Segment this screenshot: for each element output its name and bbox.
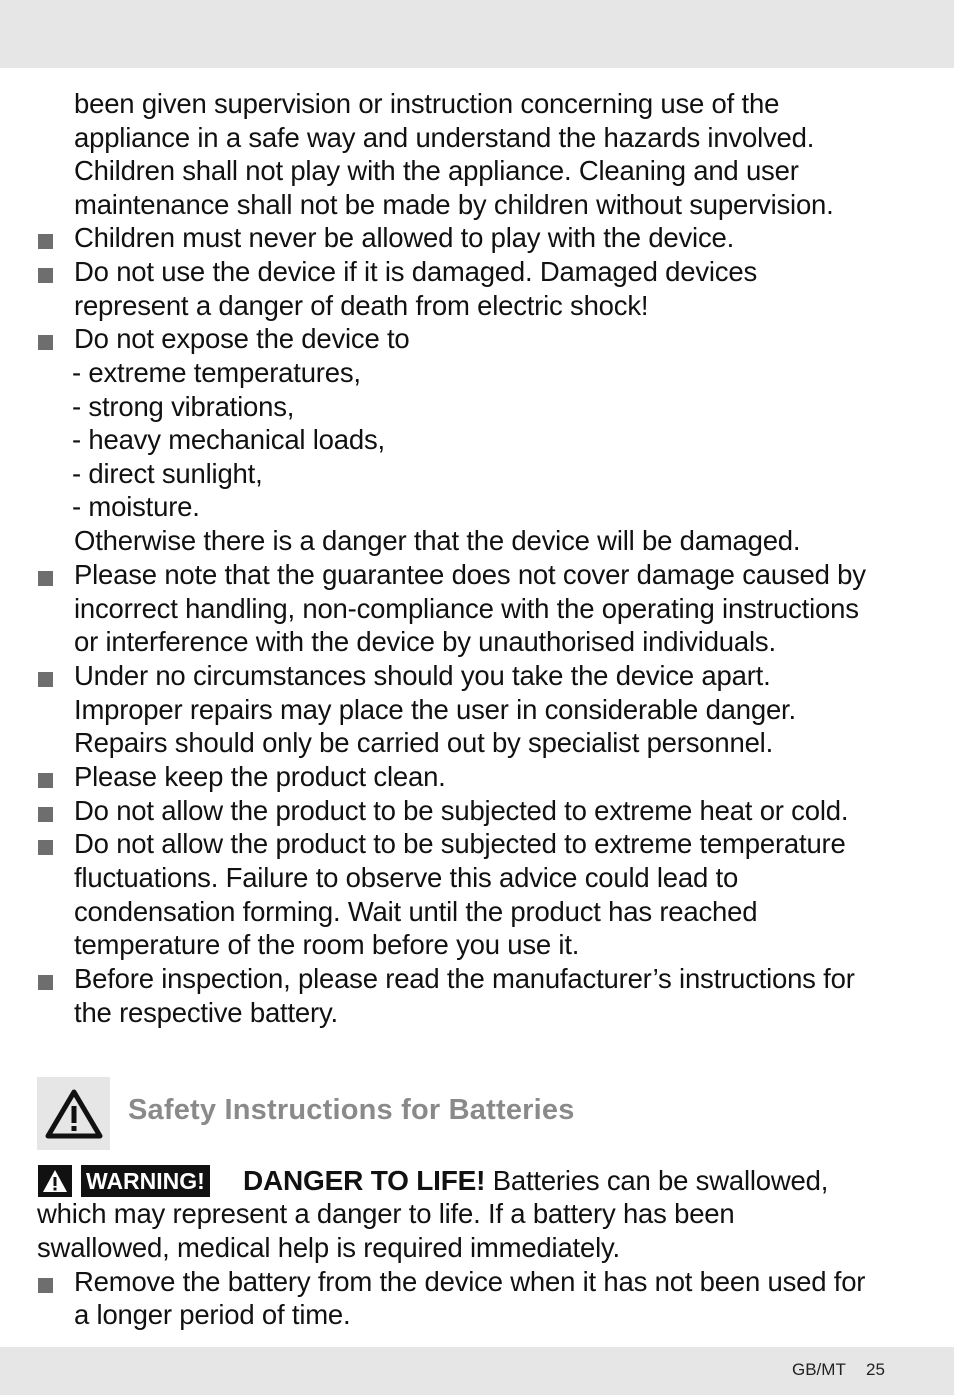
bullet-text: Repairs should only be carried out by specialist personnel. [74,727,774,758]
bullet-text: incorrect handling, non-compliance with the operating instructions [74,593,859,624]
bullet-text: Do not expose the device to [74,323,410,354]
bullet-text: Before inspection, please read the manufacturer’s instructions for [74,963,855,994]
condition-item: - extreme temperatures, [72,357,361,388]
warning-text: Batteries can be swallowed, [485,1165,829,1196]
bullet-square-icon [38,234,53,249]
bullet-text: Please keep the product clean. [74,761,446,792]
warning-first-line [243,1164,828,1197]
bullet-text: Improper repairs may place the user in considerable danger. [74,694,796,725]
warning-badge [38,1165,72,1197]
bullet-square-icon [38,335,53,350]
warning-label: WARNING! [81,1165,210,1197]
language-code: GB/MT [792,1360,846,1379]
bullet-text: Remove the battery from the device when it has not been used for [74,1266,866,1297]
condition-item: - moisture. [72,491,200,522]
bullet-square-icon [38,807,53,822]
condition-item: - strong vibrations, [72,391,295,422]
bullet-text: Do not use the device if it is damaged. Damaged devices [74,256,757,287]
consequence-text: Otherwise there is a danger that the device will be damaged. [74,525,801,556]
condition-item: - direct sunlight, [72,458,263,489]
condition-item: - heavy mechanical loads, [72,424,385,455]
bullet-text: represent a danger of death from electric shock! [74,290,649,321]
bullet-text: Under no circumstances should you take the device apart. [74,660,771,691]
bullet-square-icon [38,571,53,586]
bullet-square-icon [38,1278,53,1293]
intro-line: been given supervision or instruction concerning use of the [74,88,780,119]
bullet-square-icon [38,773,53,788]
bullet-text: Do not allow the product to be subjected to extreme temperature [74,828,846,859]
section-icon-box [37,1077,110,1150]
bullet-text: Do not allow the product to be subjected to extreme heat or cold. [74,795,849,826]
bullet-square-icon [38,268,53,283]
page-number: 25 [866,1360,885,1379]
bullet-text: condensation forming. Wait until the product has reached [74,896,758,927]
bullet-text: or interference with the device by unauthorised individuals. [74,626,776,657]
bullet-text: Please note that the guarantee does not cover damage caused by [74,559,866,590]
header-band [0,0,954,68]
warning-triangle-icon [45,1089,103,1139]
bullet-square-icon [38,672,53,687]
intro-line: Children shall not play with the appliance. Cleaning and user [74,155,799,186]
bullet-text: fluctuations. Failure to observe this advice could lead to [74,862,739,893]
warning-text: which may represent a danger to life. If a battery has been [37,1198,735,1229]
warning-triangle-icon [41,1168,69,1194]
bullet-text: temperature of the room before you use it. [74,929,580,960]
warning-text: swallowed, medical help is required immediately. [37,1232,620,1263]
danger-text: DANGER TO LIFE! [243,1165,486,1196]
bullet-text: the respective battery. [74,997,338,1028]
bullet-square-icon [38,975,53,990]
bullet-text: a longer period of time. [74,1299,351,1330]
section-title: Safety Instructions for Batteries [128,1094,575,1126]
intro-line: appliance in a safe way and understand the hazards involved. [74,122,815,153]
bullet-text: Children must never be allowed to play with the device. [74,222,735,253]
intro-line: maintenance shall not be made by children without supervision. [74,189,834,220]
bullet-square-icon [38,840,53,855]
